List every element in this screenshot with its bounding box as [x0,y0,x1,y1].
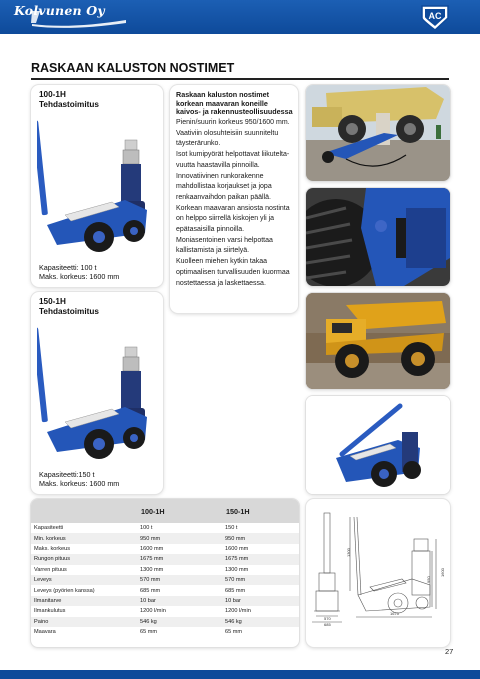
description-line: Korkean maavaran ansiosta nostinta [176,204,290,212]
ac-badge-icon [420,4,450,30]
dim-max-label: 1600 [440,568,445,577]
table-row [31,523,299,533]
table-cell: 1600 mm [225,544,299,554]
footer-bar [0,670,480,679]
description-line: Kuolleen miehen kytkin takaa [176,258,268,266]
table-cell: Maks. korkeus [31,544,140,554]
photo-jack-tilted [306,396,450,494]
dim-width-wheels-label: 685 [324,622,331,627]
table-cell: Ilmanitarve [31,596,140,606]
table-cell: 1300 mm [225,565,299,575]
description-body [176,118,296,289]
table-row [31,585,299,595]
description-line: epätasaisilla pinnoilla. [176,226,245,234]
table-cell: 65 mm [225,627,299,637]
table-row [31,544,299,554]
jack-100-1h-image [37,115,157,265]
description-line: optimaalisen turvallisuuden kuormaa [176,268,290,276]
dim-min-label: 950 [426,576,431,583]
product-subtitle: Tehdastoimitus [39,100,99,109]
photo-jack-under-truck [306,85,450,181]
table-cell: 10 bar [140,596,225,606]
description-line: täysterärunko. [176,140,221,148]
table-cell: 546 kg [140,617,225,627]
product-capacity: Kapasiteetti:150 t [39,470,95,479]
table-cell: Maavara [31,627,140,637]
photo-jack-tilted-image [306,396,450,494]
table-cell: Leveys (pyörien kanssa) [31,585,140,595]
table-cell: 100 t [140,523,225,533]
table-row [31,533,299,543]
table-cell: Ilmankulutus [31,606,140,616]
table-cell: 150 t [225,523,299,533]
product-capacity: Kapasiteetti: 100 t [39,263,97,272]
description-line: vuutta haastavilla pinnoilla. [176,161,260,169]
table-cell: 1200 l/min [140,606,225,616]
table-cell: 685 mm [225,585,299,595]
description-line: Innovatiivinen runkorakenne [176,172,264,180]
table-cell: 570 mm [140,575,225,585]
product-model: 100-1H [39,90,66,99]
description-title: Raskaan kaluston nostimet korkean maavaran koneille kaivos- ja rakennusteollisuudessa [176,90,293,116]
table-cell: 950 mm [140,533,225,543]
logo-text: Kolvunen Oy [14,3,105,18]
table-row [31,565,299,575]
description-card [170,85,298,313]
table-cell: 1300 mm [140,565,225,575]
product-model: 150-1H [39,297,66,306]
description-line: mahdollistaa korjaukset ja jopa [176,183,272,191]
product-card-100-1h [31,85,163,287]
product-max-height: Maks. korkeus: 1600 mm [39,479,120,488]
table-header-row [31,499,299,523]
table-row [31,617,299,627]
description-line: on helppo siirrellä kiskojen yli ja [176,215,275,223]
jack-150-1h-image [37,322,157,472]
product-max-height: Maks. korkeus: 1600 mm [39,272,120,281]
table-cell: 950 mm [225,533,299,543]
header-bar [0,0,480,34]
table-cell: Varren pituus [31,565,140,575]
table-cell: Leveys [31,575,140,585]
ac-badge-text: AC [428,11,442,21]
table-cell: 1200 l/min [225,606,299,616]
description-line: renkaanvaihdon paikan päällä. [176,193,271,201]
table-header-cell: 100-1H [140,499,225,523]
description-line: Vaativiin olosuhteisiin suunniteltu [176,129,279,137]
table-cell: 1600 mm [140,544,225,554]
table-header-cell [31,499,140,523]
photo-jack-under-truck-image [306,85,450,181]
dim-height-label: 1300 [346,548,351,557]
description-line: nostettaessa ja laskettaessa. [176,279,266,287]
description-line: kallistamista ja siirtelyä. [176,247,250,255]
dim-length-label: 1675 [390,611,399,616]
product-subtitle: Tehdastoimitus [39,307,99,316]
technical-drawing [306,499,450,647]
table-cell: 1675 mm [225,554,299,564]
table-cell: 1675 mm [140,554,225,564]
table-header-cell: 150-1H [225,499,299,523]
table-cell: 570 mm [225,575,299,585]
photo-jack-closeup [306,188,450,286]
table-cell: Kapasiteetti [31,523,140,533]
table-cell: 10 bar [225,596,299,606]
table-cell: 65 mm [140,627,225,637]
table-cell: Min. korkeus [31,533,140,543]
product-card-150-1h [31,292,163,494]
table-row [31,606,299,616]
title-divider [31,78,449,80]
table-row [31,596,299,606]
page-number: 27 [445,647,454,656]
description-line: Isot kumipyörät helpottavat liikutelta- [176,151,290,159]
table-row [31,554,299,564]
page-title: RASKAAN KALUSTON NOSTIMET [31,61,235,75]
dim-width-label: 570 [324,616,331,621]
description-line: Pienin/suurin korkeus 950/1600 mm. [176,119,290,126]
spec-table [31,499,299,647]
table-cell: 685 mm [140,585,225,595]
table-cell: 546 kg [225,617,299,627]
table-cell: Rungon pituus [31,554,140,564]
table-row [31,575,299,585]
table-row [31,627,299,637]
table-cell: Paino [31,617,140,627]
technical-drawing-card [306,499,450,647]
photo-mining-truck-image [306,293,450,389]
photo-mining-truck [306,293,450,389]
description-line: Moniasentoinen varsi helpottaa [176,236,273,244]
photo-jack-closeup-image [306,188,450,286]
